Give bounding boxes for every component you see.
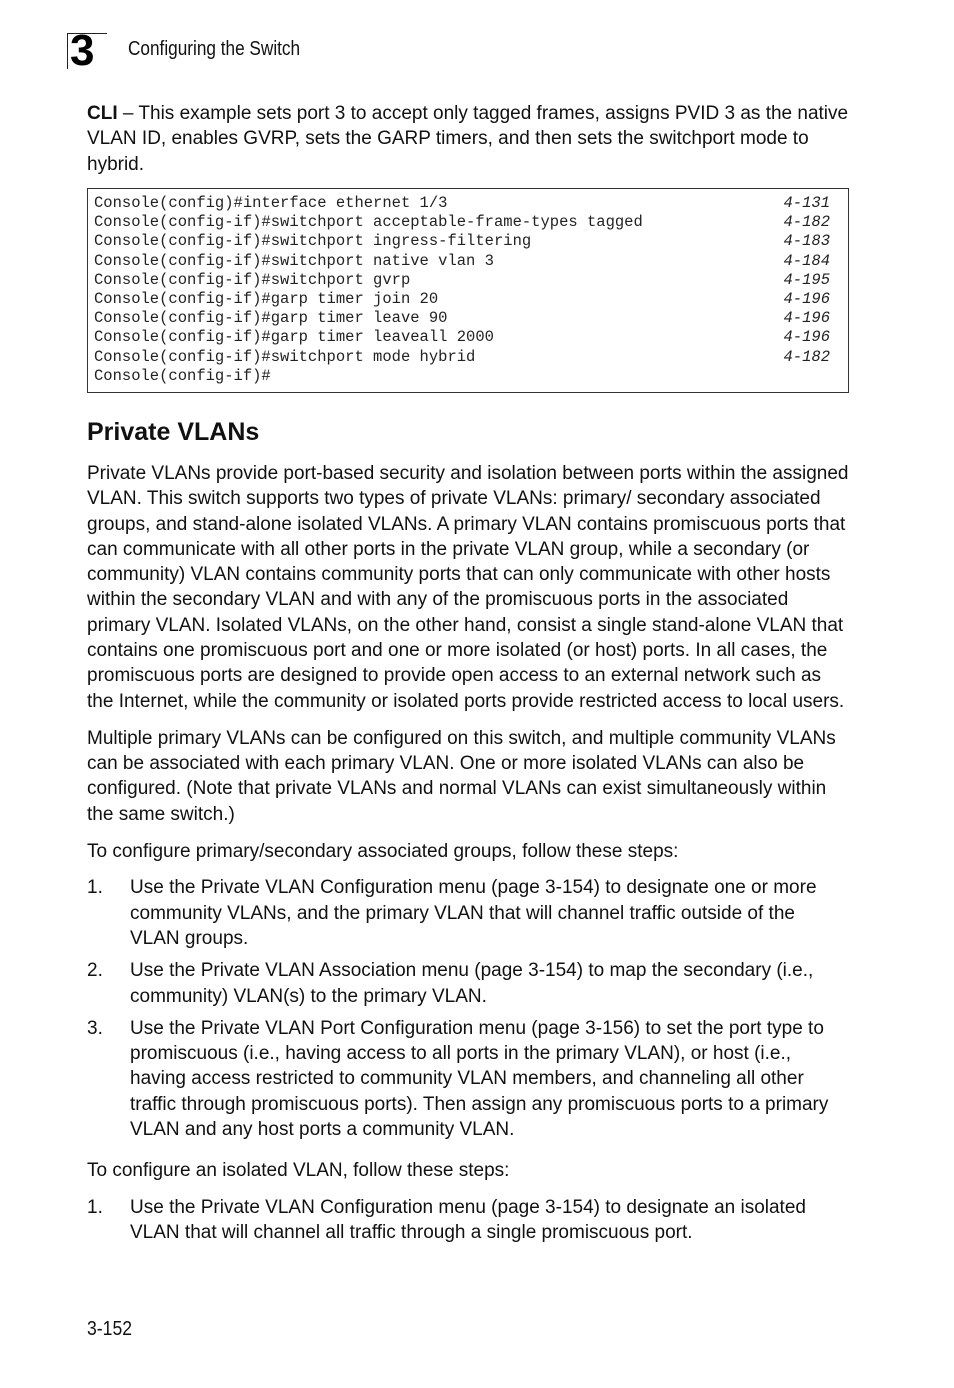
code-line [94, 232, 830, 251]
code-page-ref: 4-131 [783, 193, 830, 212]
section-heading: Private VLANs [87, 417, 260, 446]
page-number: 3-152 [87, 1318, 133, 1340]
code-page-ref: 4-195 [783, 270, 830, 289]
list-item [87, 1195, 849, 1246]
list-item-text: Use the Private VLAN Configuration menu (page 3-154) to designate one or more community VLANs, and the primary VLAN that will channel traffic outside of the VLAN groups. [130, 877, 817, 949]
cli-code-block [87, 188, 849, 393]
code-page-ref: 4-196 [783, 309, 830, 328]
code-line [94, 213, 830, 232]
code-line [94, 367, 830, 386]
list-item-number: 1. [87, 877, 103, 899]
code-command: Console(config-if)#switchport acceptable-frame-types tagged [94, 213, 643, 232]
code-page-ref: 4-182 [783, 213, 830, 232]
code-line [94, 348, 830, 367]
code-line [94, 271, 830, 290]
code-page-ref: 4-196 [783, 289, 830, 308]
code-command: Console(config-if)#switchport gvrp [94, 270, 411, 289]
running-header-title: Configuring the Switch [128, 38, 301, 60]
list-item-text: Use the Private VLAN Port Configuration menu (page 3-156) to set the port type to promiscuous (i.e., having access to all ports in the primary VLAN), or host (i.e., having access restricted to community VLAN members, and channeling all other traffic through promiscuous ports). Then assign any promiscuous ports to a primary VLAN and any host ports a community VLAN. [130, 1017, 829, 1141]
cli-lead: CLI [87, 103, 118, 124]
code-command: Console(config)#interface ethernet 1/3 [94, 193, 448, 212]
code-command: Console(config-if)#garp timer leaveall 2000 [94, 328, 494, 347]
body-paragraph: To configure primary/secondary associated groups, follow these steps: [87, 841, 679, 863]
list-item [87, 1016, 849, 1142]
code-line [94, 252, 830, 271]
code-line [94, 290, 830, 309]
list-item-number: 2. [87, 960, 103, 982]
list-item [87, 958, 849, 1009]
code-command: Console(config-if)#switchport mode hybrid [94, 347, 476, 366]
body-paragraph: Multiple primary VLANs can be configured on this switch, and multiple community VLANs can be associated with each primary VLAN. One or more isolated VLANs can also be configured. (Note that private VLANs and normal VLANs can exist simultaneously within the same switch.) [87, 727, 836, 825]
body-paragraph: To configure an isolated VLAN, follow these steps: [87, 1160, 510, 1182]
cli-intro-paragraph [87, 101, 849, 177]
code-page-ref: 4-184 [783, 251, 830, 270]
list-item [87, 875, 849, 951]
code-page-ref: 4-183 [783, 232, 830, 251]
page-content [87, 101, 849, 1252]
code-command: Console(config-if)#garp timer leave 90 [94, 309, 448, 328]
code-command: Console(config-if)#switchport native vlan 3 [94, 251, 494, 270]
isolated-steps-list [87, 1195, 849, 1246]
code-command: Console(config-if)#garp timer join 20 [94, 289, 439, 308]
cli-intro-text: – This example sets port 3 to accept only tagged frames, assigns PVID 3 as the native VLAN ID, enables GVRP, sets the GARP timers, and then sets the switchport mode to hybrid. [87, 103, 849, 175]
code-line [94, 309, 830, 328]
code-line [94, 194, 830, 213]
code-line [94, 328, 830, 347]
list-item-text: Use the Private VLAN Configuration menu (page 3-154) to designate an isolated VLAN that will channel all traffic through a single promiscuous port. [130, 1196, 806, 1243]
code-page-ref: 4-182 [783, 347, 830, 366]
code-page-ref: 4-196 [783, 328, 830, 347]
list-item-text: Use the Private VLAN Association menu (page 3-154) to map the secondary (i.e., community) VLAN(s) to the primary VLAN. [130, 960, 814, 1007]
list-item-number: 1. [87, 1196, 103, 1218]
list-item-number: 3. [87, 1017, 103, 1039]
chapter-number: 3 [70, 26, 95, 75]
primary-steps-list [87, 875, 849, 1142]
code-command: Console(config-if)#switchport ingress-filtering [94, 232, 532, 251]
body-paragraph: Private VLANs provide port-based security and isolation between ports within the assigned VLAN. This switch supports two types of private VLANs: primary/ secondary associated groups, and stand-alone isolated VLANs. A primary VLAN contains promiscuous ports that can communicate with all other ports in the private VLAN group, while a secondary (or community) VLAN contains community ports that can only communicate with other hosts within the secondary VLAN and with any of the promiscuous ports in the associated primary VLAN. Isolated VLANs, on the other hand, consist a single stand-alone VLAN that contains one promiscuous port and one or more isolated (or host) ports. In all cases, the promiscuous ports are designed to provide open access to an external network such as the Internet, while the community or isolated ports provide restricted access to local users. [87, 462, 849, 712]
code-command: Console(config-if)# [94, 366, 271, 385]
